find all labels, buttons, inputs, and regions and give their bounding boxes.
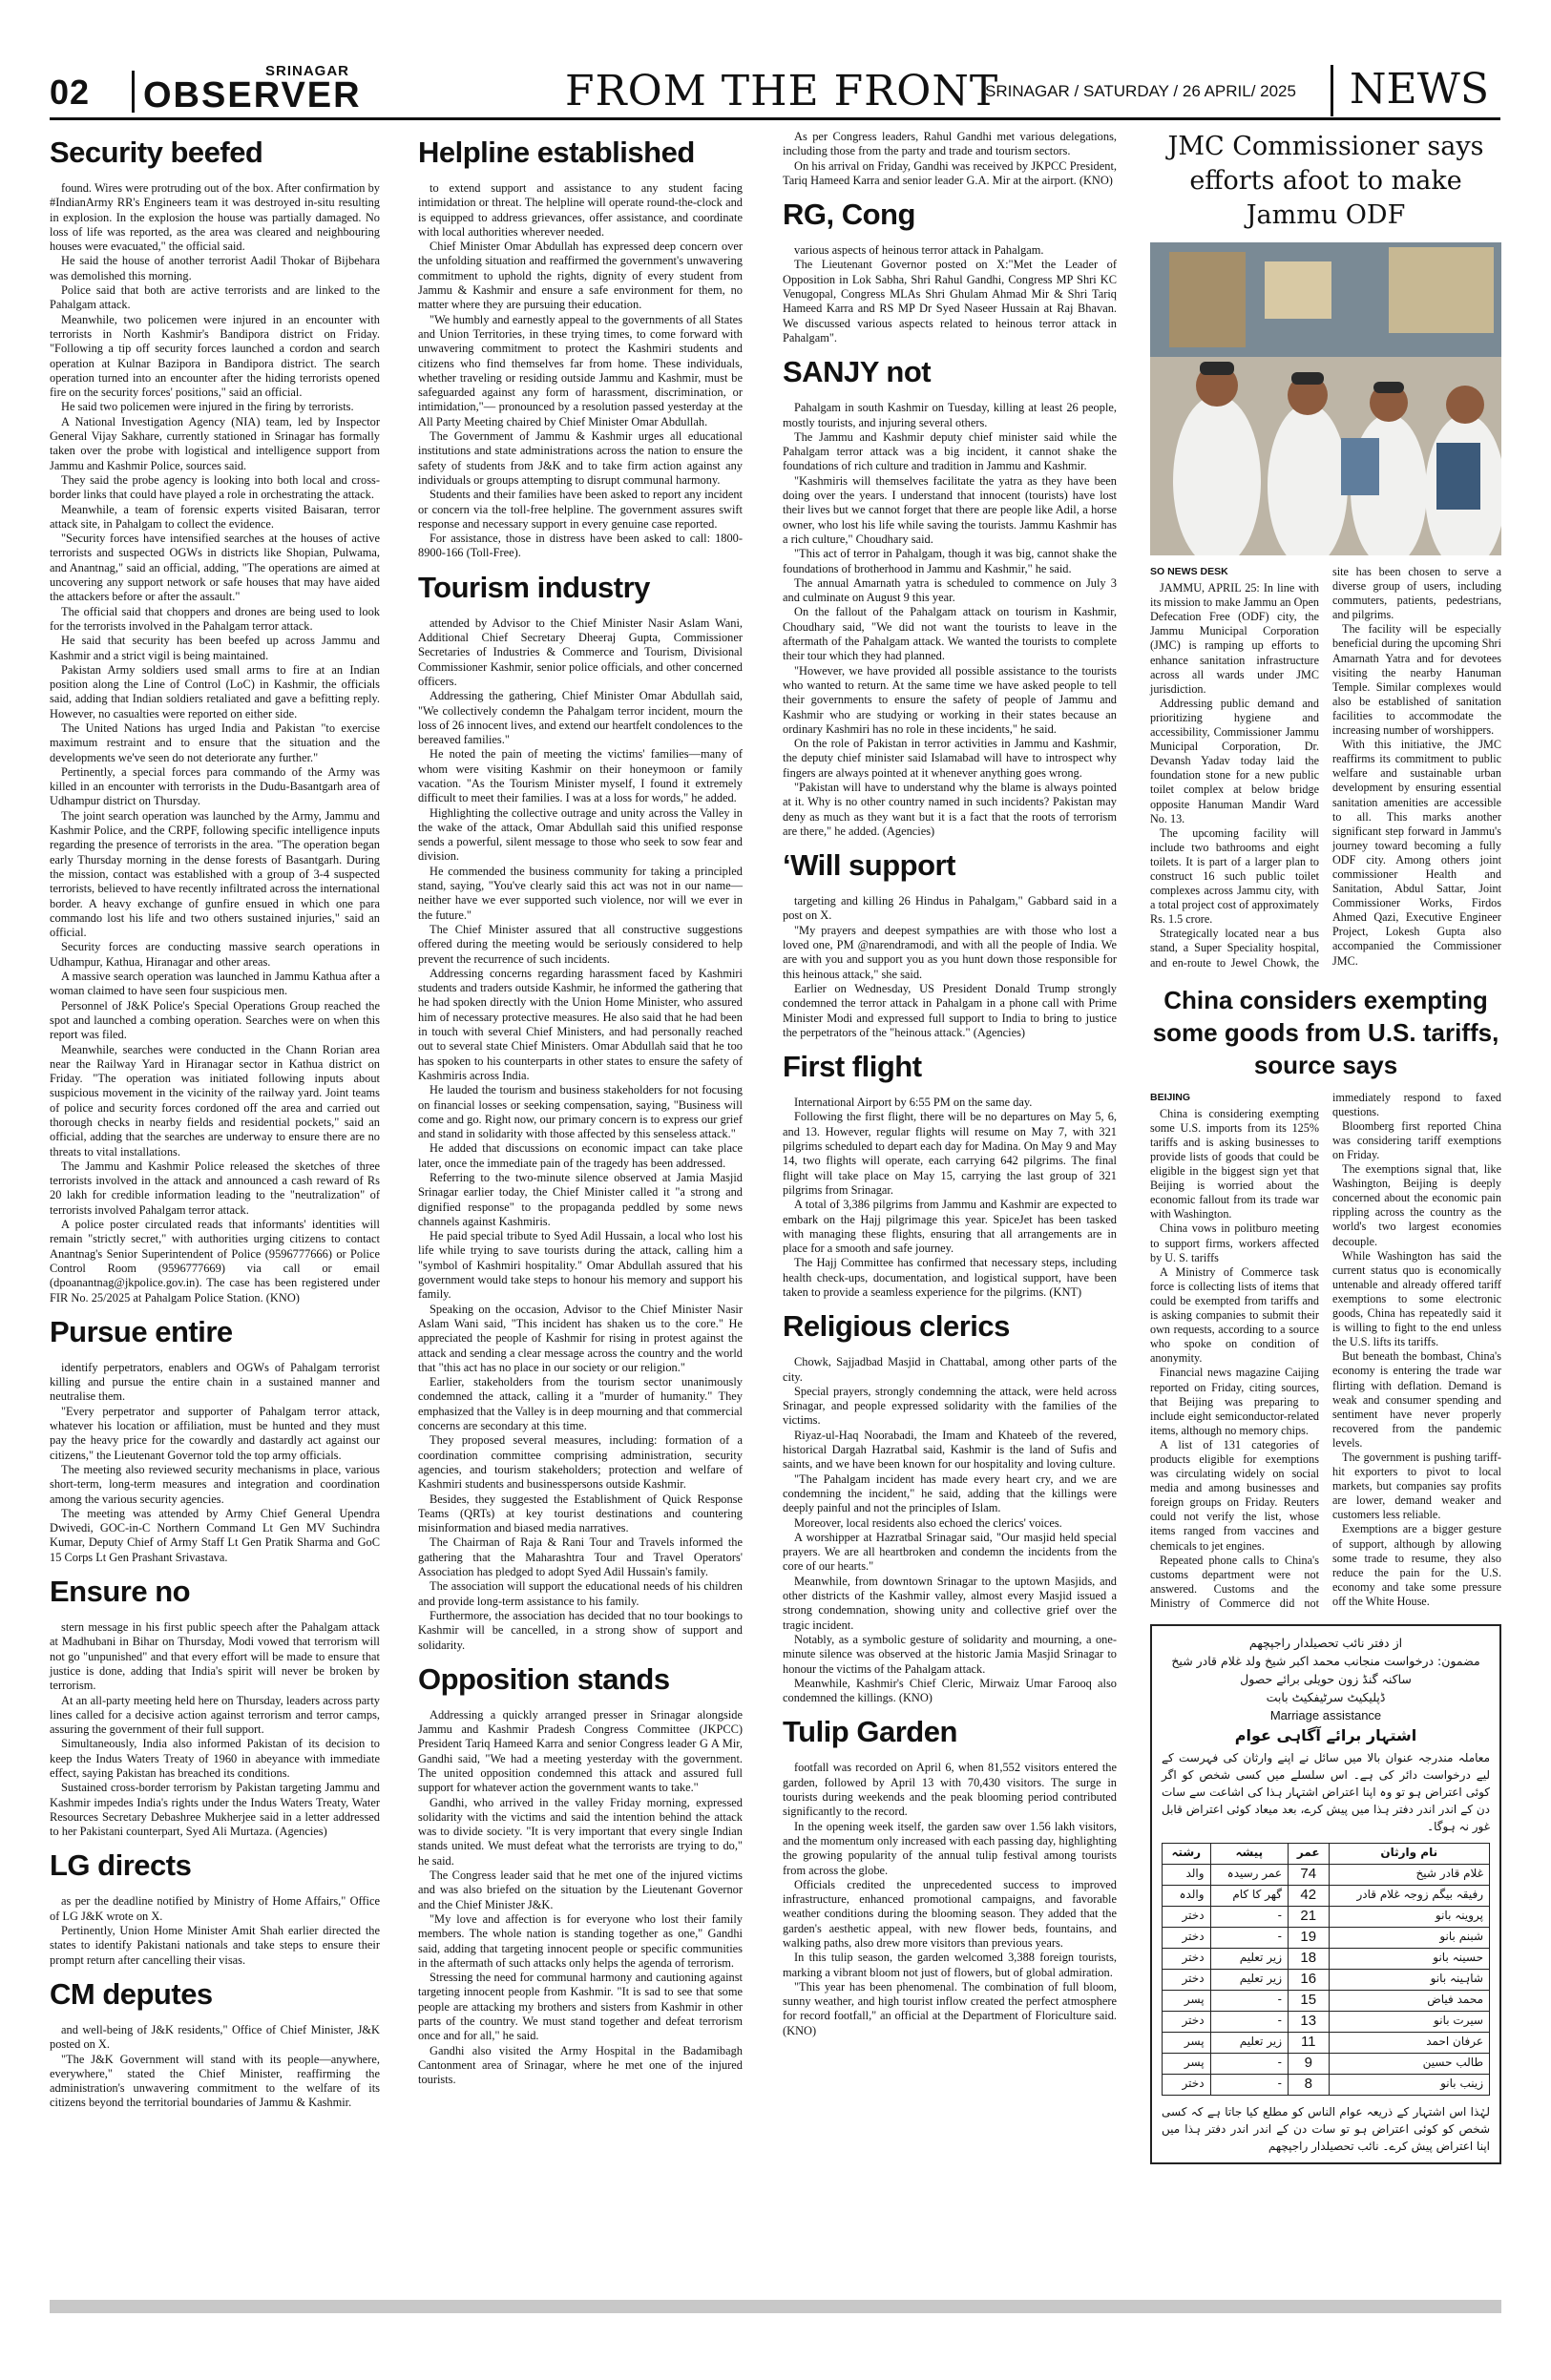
article-headline: Security beefed <box>50 136 263 169</box>
table-cell: والد <box>1163 1864 1211 1885</box>
article-paragraph: as per the deadline notified by Ministry of Home Affairs," Office of LG J&K wrote on X. <box>50 1894 380 1923</box>
table-cell: پسر <box>1163 2053 1211 2074</box>
table-cell: - <box>1210 2053 1288 2074</box>
article-paragraph: The Chief Minister assured that all constructive suggestions offered during the meeting would be seriously considered to help prevent the recurrence of such incidents. <box>418 922 743 966</box>
article-paragraph: various aspects of heinous terror attack in Pahalgam. <box>794 243 1044 258</box>
news-photo-illustration <box>1150 242 1501 555</box>
article-paragraph: Furthermore, the association has decided that no tour bookings to Kashmir will be cancelled, in a strong show of support and solidarity. <box>418 1608 743 1652</box>
article-headline: Tourism industry <box>418 570 650 604</box>
notice-subject-english: Marriage assistance <box>1269 1708 1382 1722</box>
page-number: 02 <box>50 73 91 112</box>
section-label-news: NEWS <box>1350 65 1489 114</box>
article-paragraph: to extend support and assistance to any student facing intimidation or threat. The helpline will operate round-the-clock and is equipped to address grievances, offer assistance, and coordinate with local authorities wherever needed. <box>418 181 743 239</box>
article-paragraph: "Kashmiris will themselves facilitate the yatra as they have been doing over the years. I understand that innocent (tourists) have lost their lives but we cannot forget that there are people like Adil, a horse owner, who lost his life while saving the tourists. Jammu Kashmir has a rich culture," Choudhary said. <box>783 473 1117 546</box>
article-paragraph: The Jammu and Kashmir deputy chief minister said while the Pahalgam terror attack was a big incident, it cannot shake the foundations of rich culture and tradition in Jammu and Kashmir. <box>783 429 1117 473</box>
section-title: FROM THE FRONT <box>565 67 999 115</box>
table-cell: حسینہ بانو <box>1329 1948 1490 1969</box>
article-paragraph: Special prayers, strongly condemning the attack, were held across Srinagar, and people expressed solidarity with the families of the victims. <box>783 1384 1117 1428</box>
table-cell: دختر <box>1163 1948 1211 1969</box>
heirs-table <box>1162 1843 1490 2096</box>
notice-subject: مضمون: درخواست منجانب محمد اکبر شیخ ولد غلام قادر شیخ ساکنہ گنڈ زون حویلی برائے حصول <box>1171 1654 1480 1686</box>
article-paragraph: Gandhi, who arrived in the valley Friday morning, expressed solidarity with the victims and said the intention behind the attack was to divide society. "It is very important that every single Indian stands united. We must defeat what the terrorists are trying to do," he said. <box>418 1795 743 1868</box>
table-cell: - <box>1210 2011 1288 2032</box>
article-paragraph: Security forces are conducting massive search operations in Udhampur, Kathua, Hiranagar and other areas. <box>50 940 380 969</box>
table-cell: - <box>1210 1906 1288 1927</box>
article-tourism-industry <box>418 571 743 1653</box>
article-paragraph: "The Pahalgam incident has made every heart cry, and we are condemning the incident," he said, adding that the killings were deeply painful and not the principles of Islam. <box>783 1472 1117 1515</box>
article-paragraph: International Airport by 6:55 PM on the same day. <box>794 1096 1033 1110</box>
jmc-headline: JMC Commissioner says efforts afoot to make Jammu ODF <box>1167 132 1484 230</box>
table-row <box>1163 1969 1490 1990</box>
china-paragraph: Exemptions are a bigger gesture of support, although by allowing some trade to resume, they also reduce the pain for the U.S. economy and take some pressure off the White House. <box>1332 1522 1501 1608</box>
article-paragraph: Following the first flight, there will be no departures on May 5, 6, and 13. However, regular flights will resume on May 7, with 321 pilgrims scheduled to depart each day for Madina. On May 9 and May 14, two flights will operate, each carrying 642 pilgrims. The final flight will take place on May 15, carrying the last group of 321 pilgrims from Srinagar. <box>783 1110 1117 1197</box>
article-paragraph: identify perpetrators, enablers and OGWs of Pahalgam terrorist killing and pursue the entire chain in a sustained manner and neutralise them. <box>50 1360 380 1404</box>
article-paragraph: Highlighting the collective outrage and unity across the Valley in the wake of the attack, Omar Abdullah said this unified response sends a powerful, silent message to those who seek to sow fear and division. <box>418 805 743 864</box>
article-headline: Tulip Garden <box>783 1715 957 1749</box>
table-cell: زیر تعلیم <box>1210 1948 1288 1969</box>
table-cell: زینب بانو <box>1329 2074 1490 2095</box>
article-paragraph: A massive search operation was launched in Jammu Kathua after a woman claimed to have seen four suspicious men. <box>50 970 380 998</box>
table-cell: سیرت بانو <box>1329 2011 1490 2032</box>
article-paragraph: Pakistan Army soldiers used small arms to fire at an Indian position along the Line of Control (LoC) in Kashmir, the officials said, adding that Indian soldiers retaliated and gave a befitting reply. However, no casualties were reported on either side. <box>50 662 380 720</box>
article-paragraph: Meanwhile, a team of forensic experts visited Baisaran, terror attack site, in Pahalgam to collect the evidence. <box>50 502 380 531</box>
article-headline: CM deputes <box>50 1976 213 2011</box>
article-headline: Pursue entire <box>50 1314 233 1348</box>
table-row <box>1163 2074 1490 2095</box>
china-paragraph: While Washington has said the current status quo is economically untenable and already offered tariff exemptions to some electronic goods, China has repeatedly said it is willing to fight to the end unless the U.S. lifts its tariffs. <box>1332 1248 1501 1349</box>
jmc-body <box>1150 565 1501 971</box>
table-row <box>1163 1885 1490 1906</box>
article-paragraph: attended by Advisor to the Chief Minister Nasir Aslam Wani, Additional Chief Secretary Dheeraj Gupta, Commissioner Secretaries of Industries & Commerce and Tourism, Divisional Commissioner Kashmir, senior police officials, and other concerned officers. <box>418 616 743 688</box>
article-paragraph: The Congress leader said that he met one of the injured victims and was also briefed on the situation by the Lieutenant Governor and the Chief Minister J&K. <box>418 1869 743 1911</box>
heirs-table-header-cell: نام وارثان <box>1329 1843 1490 1864</box>
article-paragraph: "We humbly and earnestly appeal to the governments of all States and Union Territories, in these trying times, to come forward with unwavering commitment to protect the Kashmiri students and citizens who find themselves far from home. These individuals, whether traveling or residing outside Jammu and Kashmir, must be safeguarded against any form of harassment, discrimination, or intimidation,"— pronounced by a resolution passed yesterday at the All Party Meeting chaired by Chief Minister Omar Abdullah. <box>418 312 743 428</box>
article-paragraph: He said that security has been beefed up across Jammu and Kashmir and a strict vigil is being maintained. <box>50 634 380 662</box>
article-headline: Ensure no <box>50 1575 191 1609</box>
article-paragraph: stern message in his first public speech after the Pahalgam attack at Madhubani in Bihar on Thursday, Modi vowed that terrorism will not go "unpunished" and that every effort will be made to ensure that justice is done, adding that India's spirit will never be broken by terrorism. <box>50 1620 380 1693</box>
column-4 <box>1150 130 1501 2164</box>
article-headline: RG, Cong <box>783 198 915 232</box>
article-paragraph: On the fallout of the Pahalgam attack on tourism in Kashmir, Choudhary said, "We did not want the tourists to leave in the aftermath of the Pahalgam attack. We wanted the tourists to complete their tour which they had planned. <box>783 605 1117 663</box>
article-security-beefed <box>50 136 380 1305</box>
article-paragraph: The joint search operation was launched by the Army, Jammu and Kashmir Police, and the CRPF, following specific intelligence inputs regarding the presence of terrorists in the area. "The operation began early Thursday morning in the dense forests of Basantgarh. During the mission, contact was established with a group of 3-4 suspected terrorists, believed to have recently infiltrated across the international border. A heavy exchange of gunfire ensued in which one para commando lost his life and two others sustained injuries," said an official. <box>50 808 380 940</box>
table-cell: 16 <box>1289 1969 1330 1990</box>
article-paragraph: The meeting was attended by Army Chief General Upendra Dwivedi, GOC-in-C Northern Command Lt Gen MV Suchindra Kumar, Deputy Chief of Army Staff Lt Gen Pratik Sharma and GoC 15 Corps Lt Gen Prashant Srivastava. <box>50 1506 380 1564</box>
table-cell: غلام قادر شیخ <box>1329 1864 1490 1885</box>
article-headline: Religious clerics <box>783 1309 1010 1344</box>
article-paragraph: In the opening week itself, the garden saw over 1.56 lakh visitors, and the momentum only increased with each passing day, highlighting the growing popularity of the annual tulip festival among tourists from across the globe. <box>783 1819 1117 1877</box>
table-cell: - <box>1210 2074 1288 2095</box>
article-paragraph: They proposed several measures, including: formation of a coordination committee comprising administration, security agencies, and tourism stakeholders; protection and welfare of Kashmiri students and businesspersons outside Kashmir. <box>418 1433 743 1492</box>
article-headline: Helpline established <box>418 136 695 169</box>
article-pursue-entire <box>50 1315 380 1565</box>
article-headline: SANJY not <box>783 355 932 389</box>
column-1 <box>50 130 380 2120</box>
jmc-paragraph: The facility will be especially beneficial during the upcoming Shri Amarnath Yatra and for devotees visiting the nearby Hanuman Temple. Similar complexes would also be established of sanitation facilities to accommodate the increasing number of worshippers. <box>1332 622 1501 738</box>
column-2 <box>418 130 743 2098</box>
table-cell: پسر <box>1163 2032 1211 2053</box>
table-row <box>1163 2053 1490 2074</box>
article-paragraph: The Chairman of Raja & Rani Tour and Travels informed the gathering that the Maharashtra Tour and Travel Operators' Association has pledged to adopt Syed Adil Hussain's family. <box>418 1535 743 1579</box>
article-paragraph: Pahalgam in south Kashmir on Tuesday, killing at least 26 people, mostly tourists, and injuring several others. <box>783 401 1117 429</box>
table-cell: زیر تعلیم <box>1210 2032 1288 2053</box>
table-cell: - <box>1210 1990 1288 2011</box>
article-paragraph: At an all-party meeting held here on Thursday, leaders across party lines called for a decisive action against terrorism and terror camps, assuring the government of their full support. <box>50 1693 380 1737</box>
article-paragraph: Speaking on the occasion, Advisor to the Chief Minister Nasir Aslam Wani said, "This incident has shaken us to the core." He appreciated the people of Kashmir for rising in protest against the attack and sending a clear message across the country and the world that "this act has no place in our society or our religion." <box>418 1302 743 1374</box>
article-paragraph: Chief Minister Omar Abdullah has expressed deep concern over the unfolding situation and reaffirmed the government's unwavering commitment to uphold the rights, dignity of every student from Jammu & Kashmir and ensure a safe environment for them, no matter where they are pursuing their education. <box>418 240 743 312</box>
column-3 <box>783 130 1117 2048</box>
table-cell: 21 <box>1289 1906 1330 1927</box>
table-row <box>1163 2011 1490 2032</box>
article-paragraph: As per Congress leaders, Rahul Gandhi met various delegations, including those from the party and trade and tourism sectors. <box>783 130 1117 158</box>
china-paragraph: But beneath the bombast, China's economy is entering the trade war flirting with deflation. Demand is weak and consumer spending and sentiment have never properly recovered from the pandemic levels. <box>1332 1349 1501 1450</box>
article-paragraph: Sustained cross-border terrorism by Pakistan targeting Jammu and Kashmir impedes India's rights under the Indus Waters Treaty, Water Resources Secretary Debashree Mukherjee said in a letter addressed to her Pakistani counterpart, Syed Ali Murtaza. (Agencies) <box>50 1781 380 1839</box>
article-paragraph: Stressing the need for communal harmony and cautioning against targeting innocent people from Kashmir. "It is sad to see that some people are attacking my brothers and sisters from Kashmir in other parts of the country. We must stand together and defeat terrorism once and for all," he said. <box>418 1971 743 2043</box>
article-paragraph: He paid special tribute to Syed Adil Hussain, a local who lost his life while trying to save tourists during the attack, calling him a "symbol of Kashmiri hospitality." Omar Abdullah assured that his government would take steps to honour his memory and support his family. <box>418 1229 743 1302</box>
table-cell: 42 <box>1289 1885 1330 1906</box>
jmc-paragraph: The upcoming facility will include two bathrooms and eight toilets. It is part of a larger plan to construct 16 such public toilet complexes across Jammu city, with a total project cost of approximately Rs. 1.5 crore. <box>1150 825 1319 927</box>
table-cell: شاہینہ بانو <box>1329 1969 1490 1990</box>
article-paragraph: Pertinently, Union Home Minister Amit Shah earlier directed the states to identify Pakistani nationals and take steps to ensure their prompt return after cancelling their visas. <box>50 1924 380 1967</box>
notice-subject-cont: ڈپلیکیٹ سرٹیفکیٹ بابت <box>1266 1690 1386 1704</box>
article-paragraph: The annual Amarnath yatra is scheduled to commence on July 3 and culminate on August 9 this year. <box>783 575 1117 605</box>
article-paragraph: Notably, as a symbolic gesture of solidarity and mourning, a one-minute silence was observed at the historic Jamia Masjid Srinagar to honour the victims of the Pahalgam attack. <box>783 1632 1117 1676</box>
article-paragraph: The United Nations has urged India and Pakistan "to exercise maximum restraint and to ensure that the situation and the developments we've seen do not deteriorate any further." <box>50 720 380 764</box>
article-paragraph: Chowk, Sajjadbad Masjid in Chattabal, among other parts of the city. <box>783 1355 1117 1384</box>
table-row <box>1163 1927 1490 1948</box>
table-cell: 11 <box>1289 2032 1330 2053</box>
article-paragraph: He lauded the tourism and business stakeholders for not focusing on financial losses or seeking compensation, saying, "Business will come and go. Right now, our primary concern is to express our grief and stand in solidarity with those affected by this senseless attack." <box>418 1083 743 1141</box>
article-paragraph: The Jammu and Kashmir Police released the sketches of three terrorists involved in the attack and announced a cash reward of Rs 20 lakh for credible information leading to the "neutralization" of terrorists involved Pahalgam terror attack. <box>50 1159 380 1217</box>
article-paragraph: Gandhi also visited the Army Hospital in the Badamibagh Cantonment area of Srinagar, where he met one of the injured tourists. <box>418 2043 743 2087</box>
table-cell: دختر <box>1163 1969 1211 1990</box>
article-paragraph: They said the probe agency is looking into both local and cross-border links that could have played a role in orchestrating the attack. <box>50 472 380 502</box>
table-row <box>1163 1990 1490 2011</box>
article-paragraph: The Government of Jammu & Kashmir urges all educational institutions and state administrations across the nation to ensure the safety of students from J&K and to take firm action against any individuals or groups attempting to disrupt communal harmony. <box>418 429 743 487</box>
article-paragraph: The association will support the educational needs of his children and provide long-term assistance to his family. <box>418 1579 743 1608</box>
jmc-paragraph: Addressing public demand and prioritizing hygiene and accessibility, Commissioner Jammu Municipal Corporation, Dr. Devansh Yadav today laid the foundation stone for a new public toilet complex at below bridge opposite Hanuman Mandir Ward No. 13. <box>1150 696 1319 825</box>
jmc-paragraph: JAMMU, APRIL 25: In line with its mission to make Jammu an Open Defecation Free (ODF) city, the Jammu Municipal Corporation (JMC) is ramping up efforts to enhance sanitation infrastructure across all wards under JMC jurisdiction. <box>1150 581 1319 696</box>
article-paragraph: found. Wires were protruding out of the box. After confirmation by #IndianArmy RR's Engineers team it was destroyed in-situ resulting in explosion. In the explosion the house was partially damaged. No loss of life was reported, as the area was cleared and neighbouring houses were evacuated," the official said. <box>50 181 380 254</box>
article-paragraph: "My love and affection is for everyone who lost their family members. The whole nation is standing together as one," Gandhi said, adding that targeting innocent people or specific communities in the aftermath of such attacks only helps the agenda of terrorism. <box>418 1911 743 1970</box>
article-paragraph: Riyaz-ul-Haq Noorabadi, the Imam and Khateeb of the revered, historical Dargah Hazratbal said, Kashmir is the land of Sufis and saints, and we have been known for our hospitality and loving culture. <box>783 1428 1117 1472</box>
article-paragraph: Meanwhile, from downtown Srinagar to the uptown Masjids, and other districts of the Kashmir valley, almost every Masjid issued a strong condemnation, showing unity and collective grief over the tragic incident. <box>783 1574 1117 1632</box>
article-paragraph: On his arrival on Friday, Gandhi was received by JKPCC President, Tariq Hameed Karra and senior leader G.A. Mir at the airport. (KNO) <box>783 158 1117 187</box>
jmc-byline: SO NEWS DESK <box>1150 566 1228 577</box>
article-helpline-established <box>418 136 743 561</box>
article-paragraph: "The J&K Government will stand with its people—anywhere, everywhere," stated the Chief Minister, reaffirming the administration's unwavering commitment to the welfare of its citizens beyond the territorial boundaries of Jammu & Kashmir. <box>50 2052 380 2110</box>
article-paragraph: targeting and killing 26 Hindus in Pahalgam," Gabbard said in a post on X. <box>783 894 1117 923</box>
china-byline: BEIJING <box>1150 1091 1191 1103</box>
table-cell: 74 <box>1289 1864 1330 1885</box>
brand-city: SRINAGAR <box>265 63 350 79</box>
article-paragraph: Officials credited the unprecedented success to improved infrastructure, enhanced promotional campaigns, and favorable weather conditions during the blooming season. They added that the garden's aesthetic appeal, with new flower beds, fountains, and walking paths, also drew more visitors than previous years. <box>783 1877 1117 1950</box>
china-paragraph: The exemptions signal that, like Washington, Beijing is deeply concerned about the economic pain rippling across the country as the world's two largest economies decouple. <box>1332 1162 1501 1248</box>
article-lg-directs <box>50 1848 380 1967</box>
jmc-paragraph: Strategically located near a bus stand, a Super Speciality hospital, and en-route to Jewel Chowk, the site has been chosen to serve a diverse group of users, including commuters, patients, pedestrians, and pilgrims. <box>1150 565 1501 970</box>
urdu-public-notice <box>1150 1624 1501 2164</box>
article-paragraph: Meanwhile, Kashmir's Chief Cleric, Mirwaiz Umar Farooq also condemned the killings. (KNO) <box>783 1676 1117 1705</box>
table-cell: 19 <box>1289 1927 1330 1948</box>
heirs-table-header-cell: عمر <box>1289 1843 1330 1864</box>
table-row <box>1163 1906 1490 1927</box>
china-headline: China considers exempting some goods from U.S. tariffs, source says <box>1152 985 1499 1079</box>
article-paragraph: Addressing a quickly arranged presser in Srinagar alongside Jammu and Kashmir Pradesh Congress Committee (JKPCC) President Tariq Hameed Karra and senior Congress leader G A Mir, Gandhi said, "We had a meeting yesterday with the government. The united opposition condemned this attack and assured full support for whatever action the government wants to take." <box>418 1707 743 1795</box>
article-paragraph: The Hajj Committee has confirmed that necessary steps, including health check-ups, documentation, and logistical support, have been taken to provide a seamless experience for the pilgrims. (KNT) <box>783 1256 1117 1299</box>
article-opposition-stands <box>418 1662 743 2088</box>
jmc-paragraph: With this initiative, the JMC reaffirms its commitment to public welfare and sustainable urban development by ensuring essential sanitation amenities are accessible to all. This marks another significant step forward in Jammu's journey toward becoming a fully ODF city. Among others joint commissioner Health and Sanitation, Abdul Sattar, Joint Commissioner Works, Firdos Ahmed Qazi, Executive Engineer Project, Lokesh Gupta also accompanied the Commissioner JMC. <box>1332 738 1501 968</box>
table-cell: عمر رسیدہ <box>1210 1864 1288 1885</box>
table-cell: دختر <box>1163 2074 1211 2095</box>
china-body <box>1150 1091 1501 1611</box>
article-paragraph: footfall was recorded on April 6, when 81,552 visitors entered the garden, followed by April 13 with 70,430 visitors. The surge in tourists during weekends and the peak blooming period contributed significantly to the record. <box>783 1761 1117 1819</box>
china-paragraph: China is considering exempting some U.S. imports from its 125% tariffs and is asking businesses to provide lists of goods that could be eligible in the biggest sign yet that Beijing is worried about the economic fallout from its trade war with Washington. <box>1150 1106 1319 1221</box>
table-row <box>1163 1864 1490 1885</box>
heirs-table-body <box>1163 1864 1490 2095</box>
china-paragraph: A Ministry of Commerce task force is collecting lists of items that could be exempted from tariffs and is asking companies to submit their own requests, according to a source who spoke on condition of anonymity. <box>1150 1264 1319 1366</box>
article-headline: ‘Will support <box>783 848 955 883</box>
table-cell: 8 <box>1289 2074 1330 2095</box>
heirs-table-header-cell: رشتہ <box>1163 1843 1211 1864</box>
article-paragraph: Students and their families have been asked to report any incident or concern via the toll-free helpline. The government assures swift response and necessary support in every genuine case reported. <box>418 488 743 531</box>
article-rg-cong <box>783 198 1117 345</box>
china-paragraph: China vows in politburo meeting to support firms, workers affected by U. S. tariffs <box>1150 1221 1319 1264</box>
table-row <box>1163 1948 1490 1969</box>
article-paragraph: A police poster circulated reads that informants' identities will remain "strictly secret," with authorities urging citizens to contact Anantnag's Senior Superintendent of Police (9596777666) or Police Control Room (9596777669) via call or email (dpoanantnag@jkpolice.gov.in). The case has been registered under FIR No. 25/2025 at Pahalgam Police Station. (KNO) <box>50 1218 380 1305</box>
article-continuation <box>783 130 1117 188</box>
article-paragraph: A worshipper at Hazratbal Srinagar said, "Our masjid held special prayers. We are all heartbroken and condemn the incidents from the core of our hearts." <box>783 1530 1117 1574</box>
article-paragraph: The official said that choppers and drones are being used to look for the terrorists involved in the Pahalgam terror attack. <box>50 604 380 633</box>
heirs-table-header <box>1163 1843 1490 1864</box>
article-paragraph: "This act of terror in Pahalgam, though it was big, cannot shake the foundations of brotherhood in Jammu and Kashmir," he said. <box>783 547 1117 575</box>
article-paragraph: In this tulip season, the garden welcomed 3,388 foreign tourists, marking a vibrant bloom not just of flowers, but of global admiration. <box>783 1951 1117 1979</box>
table-cell: دختر <box>1163 2011 1211 2032</box>
heirs-table-header-cell: پیشہ <box>1210 1843 1288 1864</box>
article-paragraph: Addressing concerns regarding harassment faced by Kashmiri students and traders outside Kashmir, he informed the gathering that he had spoken directly with the Union Home Minister, who assured him of necessary protective measures. He also said that he had been in touch with several Chief Ministers, and had personally reached out to several state Chief Ministers. Omar Abdullah said that he too has spoken to his counterparts in other states to ensure the safety of Kashmiris across India. <box>418 966 743 1082</box>
article-sanjy-not <box>783 355 1117 839</box>
table-cell: محمد فیاض <box>1329 1990 1490 2011</box>
article-headline: LG directs <box>50 1848 192 1883</box>
china-paragraph: Repeated phone calls to China's customs department were not answered. Customs and the Ministry of Commerce did not immediately respond to faxed questions. <box>1150 1090 1501 1610</box>
article-paragraph: Besides, they suggested the Establishment of Quick Response Teams (QRTs) at key tourist destinations and countering misinformation and biased media narratives. <box>418 1492 743 1535</box>
notice-title: اشتہار برائے آگاہی عوام <box>1234 1726 1417 1745</box>
china-paragraph: The government is pushing tariff-hit exporters to pivot to local markets, but companies say profits are lower, demand weaker and customers less reliable. <box>1332 1450 1501 1522</box>
masthead-divider-right <box>1331 65 1333 116</box>
article-paragraph: The Lieutenant Governor posted on X:"Met the Leader of Opposition in Lok Sabha, Shri Rahul Gandhi, Congress MP Shri KC Venugopal, Congress MLAs Shri Ghulam Ahmad Mir & Shri Tariq Hameed Karra and RS MP Dr Syed Naseer Hussain at Raj Bhavan. We discussed various aspects related to heinous terror attack in Pahalgam". <box>783 258 1117 344</box>
china-paragraph: Bloomberg first reported China was considering tariff exemptions on Friday. <box>1332 1118 1501 1161</box>
article-paragraph: A total of 3,386 pilgrims from Jammu and Kashmir are expected to embark on the Hajj pilgrimage this year. SpiceJet has been tasked with managing these flights, ensuring that all arrangements are in place for a smooth and safe journey. <box>783 1198 1117 1256</box>
article-paragraph: "My prayers and deepest sympathies are with those who lost a loved one, PM @narendramodi, and with all the people of India. We are with you and support you as you hunt down those responsible for this heinous attack," she said. <box>783 923 1117 981</box>
article-paragraph: A National Investigation Agency (NIA) team, led by Inspector General Vijay Sakhare, currently stationed in Srinagar has formally taken over the probe with logistical and intelligence support from Jammu and Kashmir Police, sources said. <box>50 414 380 472</box>
article-paragraph: and well-being of J&K residents," Office of Chief Minister, J&K posted on X. <box>50 2022 380 2052</box>
article-will-support <box>783 848 1117 1040</box>
table-cell: - <box>1210 1927 1288 1948</box>
article-first-flight <box>783 1050 1117 1300</box>
table-cell: زیر تعلیم <box>1210 1969 1288 1990</box>
table-cell: شبنم بانو <box>1329 1927 1490 1948</box>
dateline: SRINAGAR / SATURDAY / 26 APRIL/ 2025 <box>985 82 1296 100</box>
brand-name: OBSERVER <box>143 75 362 115</box>
article-paragraph: The meeting also reviewed security mechanisms in place, various short-term, long-term measures and integration and coordination among the various security agencies. <box>50 1462 380 1506</box>
article-paragraph: He said the house of another terrorist Aadil Thokar of Bijbehara was demolished this morning. <box>50 254 380 282</box>
article-tulip-garden <box>783 1715 1117 2038</box>
article-paragraph: Meanwhile, searches were conducted in the Chann Rorian area near the Railway Yard in Hiranagar sector in Kathua district on Friday. "The operation was initiated following inputs about suspicious movement in the vicinity of the railway yard. Joint teams of police and security forces cordoned off the area and carried out thorough checks in nearby fields and residential pockets," said an official, adding that the searches are underway to ensure there are no threats to vital installations. <box>50 1042 380 1159</box>
table-cell: طالب حسین <box>1329 2053 1490 2074</box>
table-cell: دختر <box>1163 1927 1211 1948</box>
article-paragraph: Earlier on Wednesday, US President Donald Trump strongly condemned the terror attack in Pahalgam in a phone call with Prime Minister Modi and expressed full support to India to bring to justice the perpetrators of the "heinous attack." (Agencies) <box>783 981 1117 1039</box>
masthead-divider <box>132 71 135 113</box>
article-headline: Opposition stands <box>418 1661 670 1696</box>
table-cell: عرفان احمد <box>1329 2032 1490 2053</box>
article-paragraph: Moreover, local residents also echoed the clerics' voices. <box>794 1515 1062 1530</box>
article-paragraph: Referring to the two-minute silence observed at Jamia Masjid Srinagar earlier today, the Chief Minister called it "a strong and dignified response" to the propaganda peddled by some news channels against Kashmiris. <box>418 1171 743 1228</box>
table-cell: پروینہ بانو <box>1329 1906 1490 1927</box>
article-cm-deputes <box>50 1977 380 2111</box>
notice-footer: لہٰذا اس اشتہار کے ذریعہ عوام الناس کو مطلع کیا جاتا ہے کہ کسی شخص کو کوئی اعتراض ہو تو سات دن کے اندر اندر دفتر ہذا میں اپنا اعتراض پیش کرے۔ نائب تحصیلدار راجپچھم <box>1162 2104 1490 2153</box>
masthead <box>50 61 1500 120</box>
article-paragraph: He commended the business community for taking a principled stand, saying, "You've clearly said this act was not in our name—neither have we ever supported such violence, nor will we ever in the future." <box>418 864 743 922</box>
article-paragraph: "Every perpetrator and supporter of Pahalgam terror attack, whatever his location or affiliation, must be hunted and they must pay the heavy price for the cowardly and dastardly act against our citizens," the Lieutenant Governor told the top army officials. <box>50 1404 380 1462</box>
page-bottom-rule <box>50 2300 1501 2313</box>
table-cell: 15 <box>1289 1990 1330 2011</box>
article-paragraph: He said two policemen were injured in the firing by terrorists. <box>61 400 354 414</box>
article-paragraph: Police said that both are active terrorists and are linked to the Pahalgam attack. <box>50 283 380 312</box>
article-paragraph: Personnel of J&K Police's Special Operations Group reached the spot and launched a combing operation. Searches were on when this report was filed. <box>50 998 380 1042</box>
article-paragraph: Pertinently, a special forces para commando of the Army was killed in an encounter with terrorists in the Dudu-Basantgarh area of Udhampur district on Thursday. <box>50 764 380 808</box>
table-cell: رفیقہ بیگم زوجہ غلام قادر <box>1329 1885 1490 1906</box>
table-cell: گھر کا کام <box>1210 1885 1288 1906</box>
article-religious-clerics <box>783 1309 1117 1705</box>
table-cell: 13 <box>1289 2011 1330 2032</box>
china-paragraph: A list of 131 categories of products eligible for exemptions was circulating widely on social media and among businesses and foreign groups on Friday. Reuters could not verify the list, whose items ranged from vaccines and chemicals to jet engines. <box>1150 1437 1319 1553</box>
article-paragraph: Addressing the gathering, Chief Minister Omar Abdullah said, "We collectively condemn the Pahalgam terror incident, mourn the loss of 26 innocent lives, and extend our heartfelt condolences to the bereaved families." <box>418 689 743 747</box>
article-paragraph: "This year has been phenomenal. The combination of full bloom, sunny weather, and high tourist inflow created the perfect atmosphere for record footfall," an official at the Department of Floriculture said. (KNO) <box>783 1979 1117 2037</box>
article-paragraph: He noted the pain of meeting the victims' families—many of whom were visiting Kashmir on their honeymoon or family vacation. "As the Tourism Minister myself, I found it extremely difficult to meet their families. I was at a loss for words," he added. <box>418 747 743 805</box>
china-paragraph: Financial news magazine Caijing reported on Friday, citing sources, that Beijing was preparing to include eight semiconductor-related items, although no memory chips. <box>1150 1366 1319 1437</box>
article-paragraph: For assistance, those in distress have been asked to call: 1800-8900-166 (Toll-Free). <box>418 532 743 560</box>
table-cell: والدہ <box>1163 1885 1211 1906</box>
table-cell: 9 <box>1289 2053 1330 2074</box>
notice-paragraph: معاملہ مندرجہ عنوان بالا میں سائل نے اپنے وارثان کی فہرست کے لیے درخواست دائر کی ہے۔ اس سلسلے میں کسی شخص کو اگر کوئی اعتراض ہو تو وہ اپنا اعتراض اشتہار ہذا کی اشاعت سے سات دن کے اندر اندر دفتر ہذا میں پیش کرے، بعد میعاد کوئی اعتراض قابل غور نہ ہوگا۔ <box>1162 1750 1490 1833</box>
article-paragraph: "However, we have provided all possible assistance to the tourists who wanted to return. At the same time we have asked people to tell their governments to ensure the safety of people of Jammu and Kashmir who are studying or working in their states because an ordinary Kashmiri has no role in these incidents," he said. <box>783 663 1117 736</box>
article-paragraph: Earlier, stakeholders from the tourism sector unanimously condemned the attack, calling it a "murder of humanity." They emphasized that the Valley is in deep mourning and that commercial concerns are secondary at this time. <box>418 1375 743 1433</box>
table-cell: پسر <box>1163 1990 1211 2011</box>
article-headline: First flight <box>783 1050 922 1084</box>
article-paragraph: Simultaneously, India also informed Pakistan of its decision to keep the Indus Waters Treaty of 1960 in abeyance with immediate effect, saying Pakistan has breached its conditions. <box>50 1737 380 1780</box>
notice-office: از دفتر نائب تحصیلدار راجپچھم <box>1248 1636 1403 1650</box>
article-ensure-no <box>50 1575 380 1839</box>
article-paragraph: Meanwhile, two policemen were injured in an encounter with terrorists in North Kashmir's Bandipora district on Friday. "Following a tip off security forces launched a cordon and search operation at Kulnar Bazipora in Bandipora district. The search operation turned into an encounter after the hiding terrorists opened fire on the security forces' positions," said an official. <box>50 312 380 400</box>
article-paragraph: He added that discussions on economic impact can take place later, once the immediate pain of the tragedy has been addressed. <box>418 1141 743 1170</box>
table-row <box>1163 2032 1490 2053</box>
news-photo <box>1150 242 1501 555</box>
article-paragraph: On the role of Pakistan in terror activities in Jammu and Kashmir, the deputy chief minister said Islamabad will have to introspect why fingers are always pointed at it whenever anything goes wrong. <box>783 737 1117 780</box>
table-cell: دختر <box>1163 1906 1211 1927</box>
table-cell: 18 <box>1289 1948 1330 1969</box>
article-paragraph: "Pakistan will have to understand why the blame is always pointed at it. Why is no other country named in such incidents? Pakistan may deny as much as they want but it is a fact that the roots of terrorism are there," he added. (Agencies) <box>783 780 1117 838</box>
article-paragraph: "Security forces have intensified searches at the houses of active terrorists and suspected OGWs in districts like Shopian, Pulwama, and Anantnag," said an official, adding, "The operations are aimed at uncovering any support network or safe houses that may have aided the attackers before or after the assault." <box>50 532 380 604</box>
